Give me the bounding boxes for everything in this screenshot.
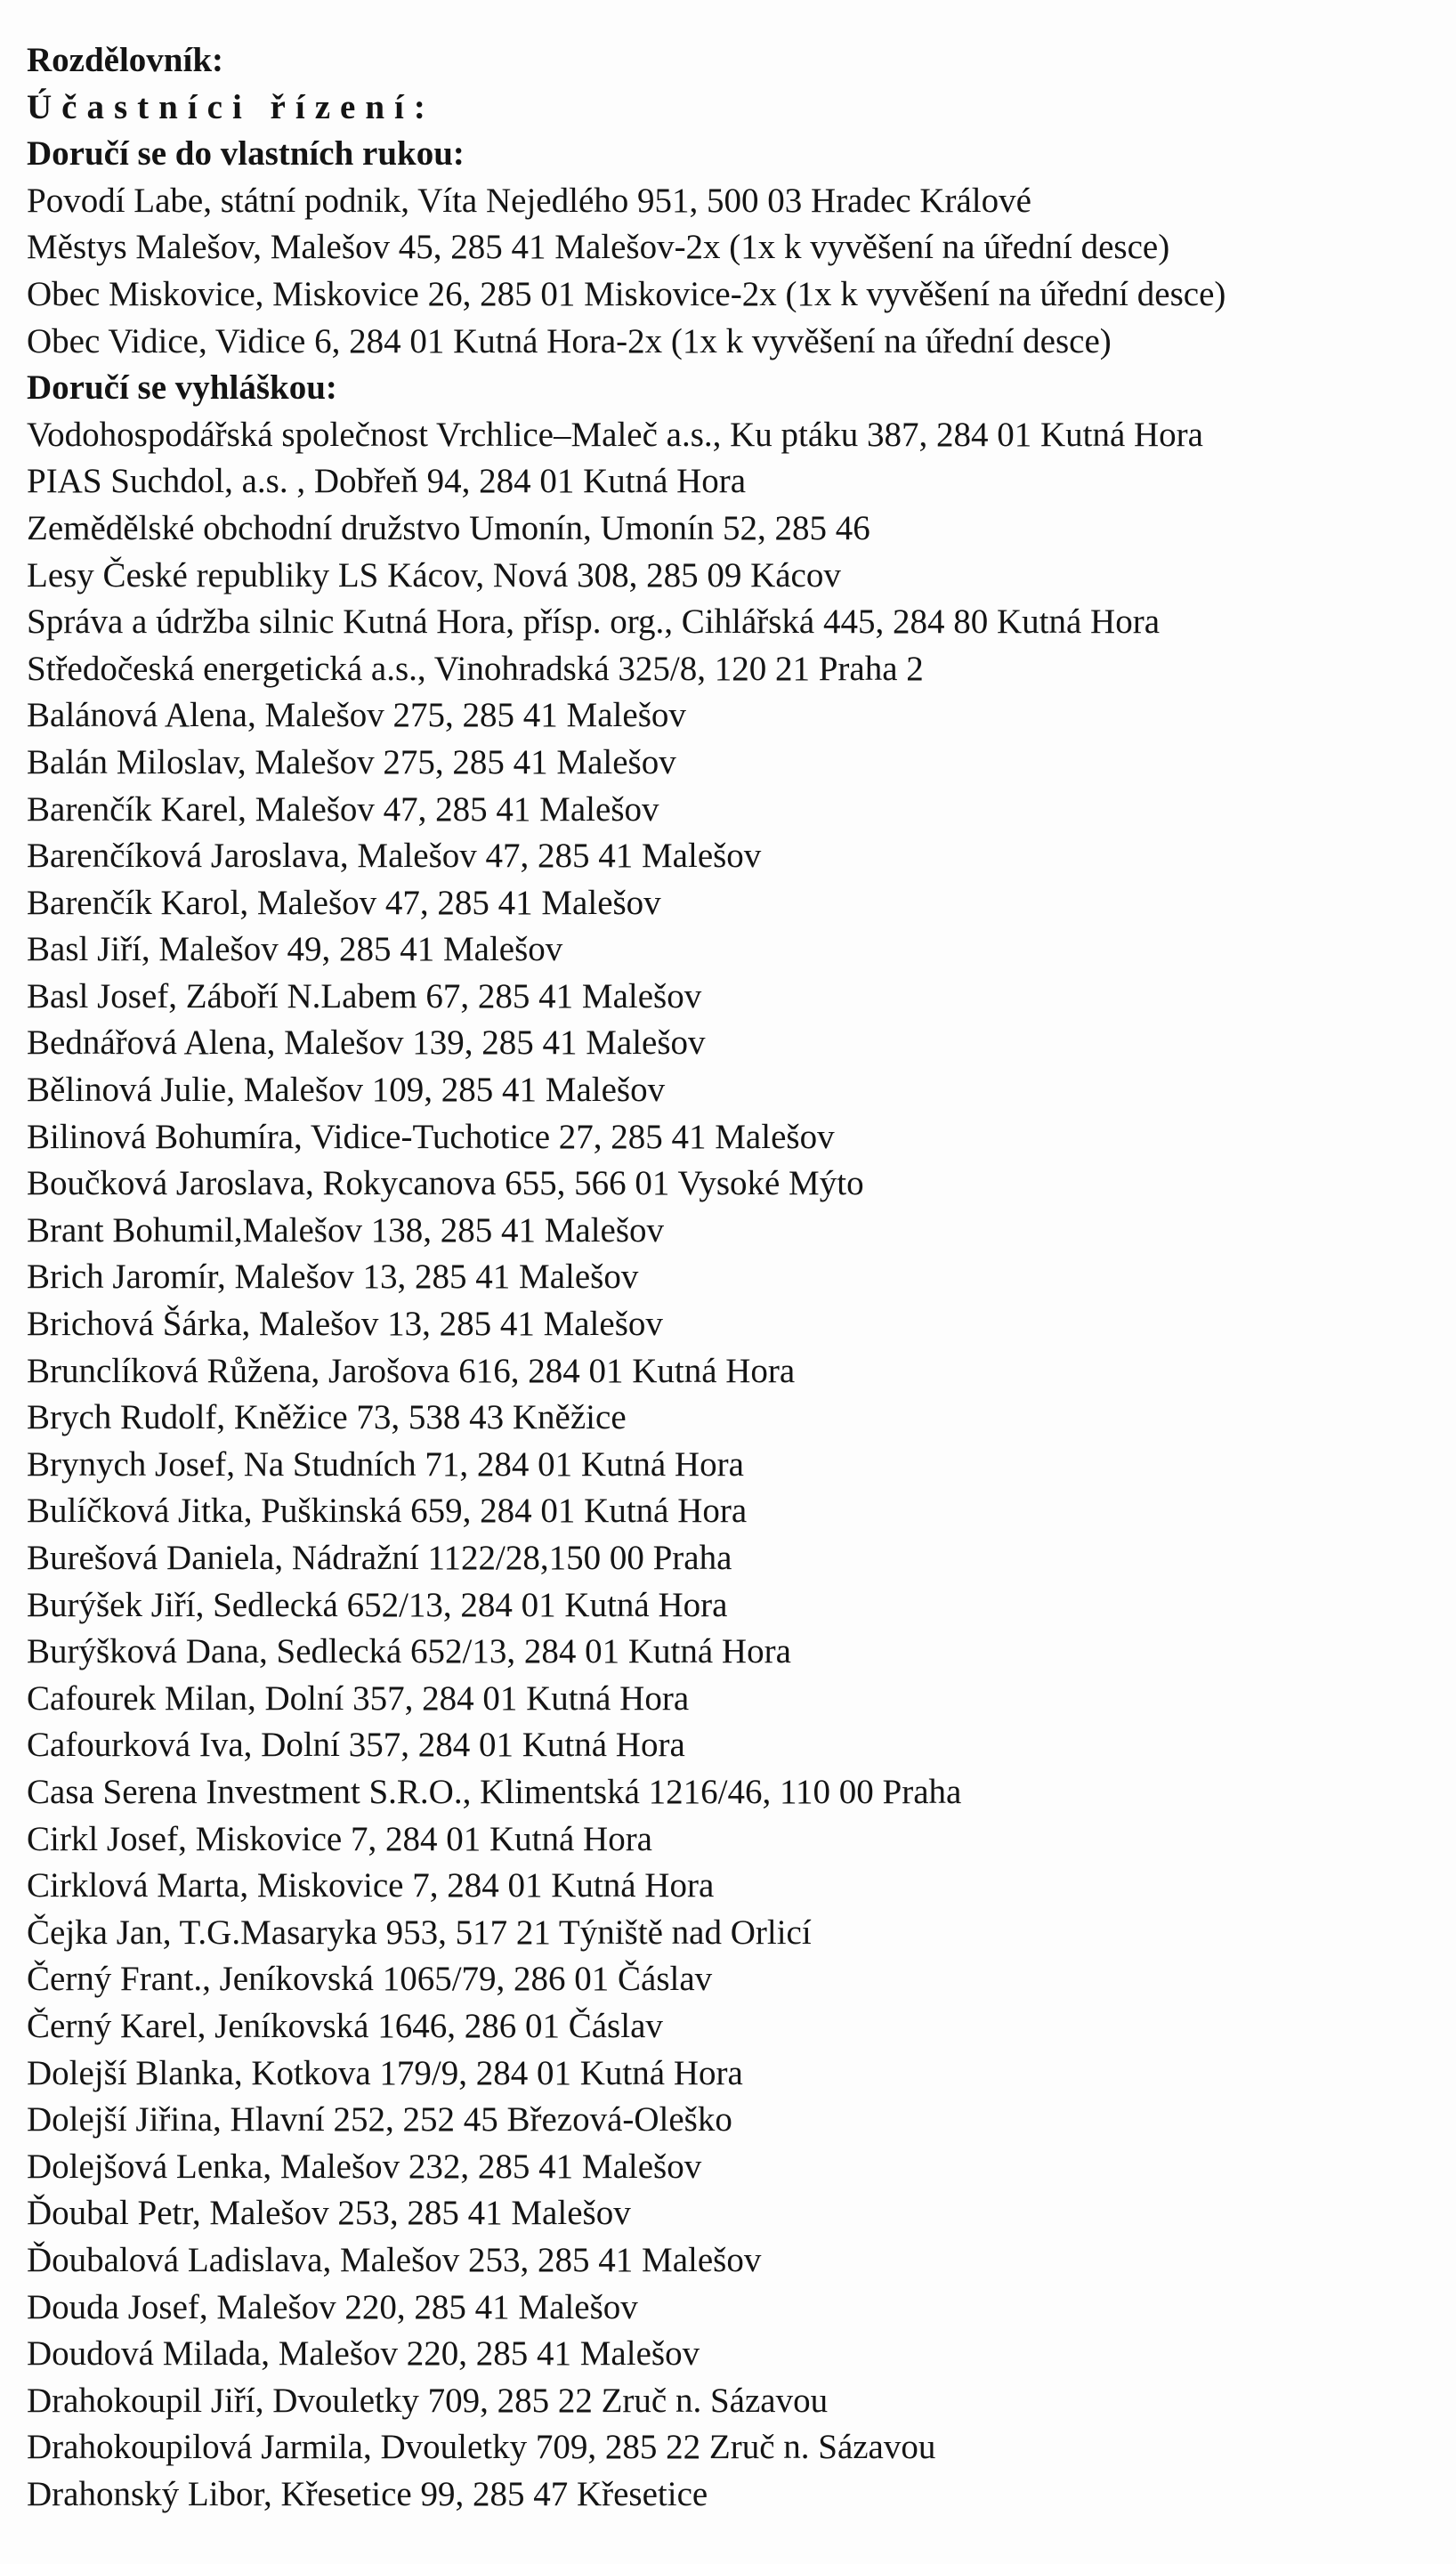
recipient-line: Obec Vidice, Vidice 6, 284 01 Kutná Hora-2x (1x k vyvěšení na úřední desce) [27,321,1112,360]
recipient-line: Basl Josef, Záboří N.Labem 67, 285 41 Malešov [27,976,702,1015]
recipient-line: Vodohospodářská společnost Vrchlice–Maleč a.s., Ku ptáku 387, 284 01 Kutná Hora [27,415,1203,454]
recipient-line: Bilinová Bohumíra, Vidice-Tuchotice 27, 285 41 Malešov [27,1117,835,1156]
recipient-line: Správa a údržba silnic Kutná Hora, přísp. org., Cihlářská 445, 284 80 Kutná Hora [27,603,1161,642]
recipient-line: PIAS Suchdol, a.s. , Dobřeň 94, 284 01 Kutná Hora [27,462,747,501]
recipient-line: Bulíčková Jitka, Puškinská 659, 284 01 Kutná Hora [27,1492,748,1531]
recipient-line: Brych Rudolf, Kněžice 73, 538 43 Kněžice [27,1398,627,1437]
recipient-line: Burešová Daniela, Nádražní 1122/28,150 00 Praha [27,1539,732,1577]
recipient-line: Obec Miskovice, Miskovice 26, 285 01 Miskovice-2x (1x k vyvěšení na úřední desce) [27,274,1226,313]
recipient-line: Douda Josef, Malešov 220, 285 41 Malešov [27,2287,638,2326]
participants-heading: Účastníci řízení: [27,87,435,126]
recipient-line: Zemědělské obchodní družstvo Umonín, Umonín 52, 285 46 [27,508,870,547]
recipient-line: Brunclíková Růžena, Jarošova 616, 284 01 Kutná Hora [27,1351,796,1390]
recipient-line: Ďoubalová Ladislava, Malešov 253, 285 41 Malešov [27,2240,762,2279]
recipient-line: Černý Frant., Jeníkovská 1065/79, 286 01 Čáslav [27,1960,713,1999]
recipient-line: Brich Jaromír, Malešov 13, 285 41 Malešov [27,1258,639,1297]
recipient-line: Barenčík Karel, Malešov 47, 285 41 Malešov [27,789,659,829]
recipient-line: Cafourek Milan, Dolní 357, 284 01 Kutná Hora [27,1678,690,1718]
recipient-line: Boučková Jaroslava, Rokycanova 655, 566 01 Vysoké Mýto [27,1164,864,1203]
recipient-line: Brichová Šárka, Malešov 13, 285 41 Malešov [27,1305,663,1344]
recipient-line: Ďoubal Petr, Malešov 253, 285 41 Malešov [27,2194,631,2233]
recipient-line: Barenčík Karol, Malešov 47, 285 41 Malešov [27,883,661,922]
personal-delivery-list [27,178,1456,365]
public-notice-heading: Doručí se vyhláškou: [27,368,337,408]
document-title: Rozdělovník: [27,41,224,79]
personal-delivery-heading: Doručí se do vlastních rukou: [27,134,465,174]
recipient-line: Casa Serena Investment S.R.O., Klimentská 1216/46, 110 00 Praha [27,1772,962,1811]
recipient-line: Cirklová Marta, Miskovice 7, 284 01 Kutná Hora [27,1866,715,1905]
recipient-line: Městys Malešov, Malešov 45, 285 41 Malešov-2x (1x k vyvěšení na úřední desce) [27,228,1170,267]
recipient-line: Brynych Josef, Na Studních 71, 284 01 Kutná Hora [27,1444,744,1484]
recipient-line: Basl Jiří, Malešov 49, 285 41 Malešov [27,930,563,969]
recipient-line: Burýšek Jiří, Sedlecká 652/13, 284 01 Kutná Hora [27,1585,728,1624]
public-notice-list [27,412,1456,2519]
recipient-line: Dolejší Blanka, Kotkova 179/9, 284 01 Kutná Hora [27,2053,743,2092]
recipient-line: Drahokoupilová Jarmila, Dvouletky 709, 285 22 Zruč n. Sázavou [27,2428,936,2467]
public-notice-section [27,365,1456,2518]
recipient-line: Doudová Milada, Malešov 220, 285 41 Malešov [27,2334,700,2374]
recipient-line: Povodí Labe, státní podnik, Víta Nejedlého 951, 500 03 Hradec Králové [27,181,1031,220]
recipient-line: Drahonský Libor, Křesetice 99, 285 47 Křesetice [27,2474,708,2513]
recipient-line: Balán Miloslav, Malešov 275, 285 41 Malešov [27,742,676,781]
recipient-line: Brant Bohumil,Malešov 138, 285 41 Malešov [27,1210,665,1250]
recipient-line: Černý Karel, Jeníkovská 1646, 286 01 Čáslav [27,2006,663,2045]
recipient-line: Cirkl Josef, Miskovice 7, 284 01 Kutná Hora [27,1819,652,1858]
recipient-line: Cafourková Iva, Dolní 357, 284 01 Kutná Hora [27,1726,685,1765]
recipient-line: Dolejší Jiřina, Hlavní 252, 252 45 Březová-Oleško [27,2100,732,2139]
recipient-line: Dolejšová Lenka, Malešov 232, 285 41 Malešov [27,2147,702,2186]
personal-delivery-section [27,131,1456,365]
recipient-line: Lesy České republiky LS Kácov, Nová 308, 285 09 Kácov [27,555,841,594]
recipient-line: Bělinová Julie, Malešov 109, 285 41 Malešov [27,1071,666,1110]
recipient-line: Čejka Jan, T.G.Masaryka 953, 517 21 Týniště nad Orlicí [27,1913,812,1952]
recipient-line: Balánová Alena, Malešov 275, 285 41 Malešov [27,696,686,735]
recipient-line: Drahokoupil Jiří, Dvouletky 709, 285 22 Zruč n. Sázavou [27,2381,829,2420]
recipient-line: Burýšková Dana, Sedlecká 652/13, 284 01 Kutná Hora [27,1632,791,1671]
recipient-line: Středočeská energetická a.s., Vinohradská 325/8, 120 21 Praha 2 [27,649,924,688]
recipient-line: Barenčíková Jaroslava, Malešov 47, 285 41 Malešov [27,837,762,876]
recipient-line: Bednářová Alena, Malešov 139, 285 41 Malešov [27,1023,706,1063]
